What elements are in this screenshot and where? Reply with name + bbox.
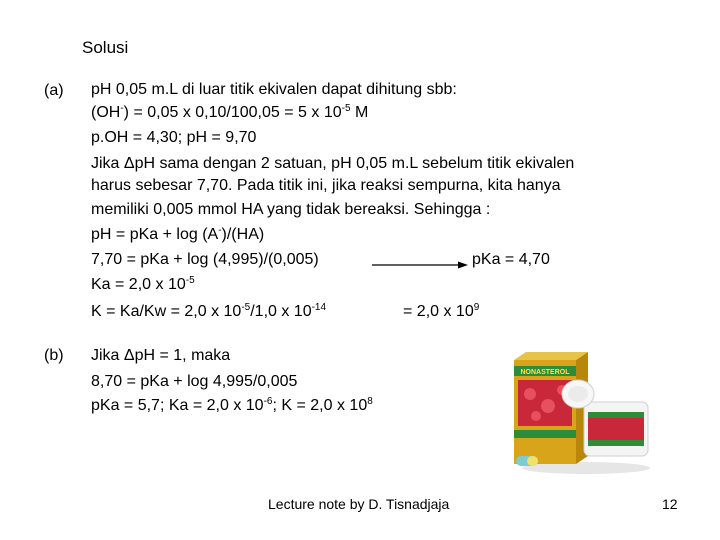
part-b-marker: (b) (44, 347, 64, 364)
part-a-line-4: Jika ΔpH sama dengan 2 satuan, pH 0,05 m.L sebelum titik ekivalen (91, 155, 575, 172)
part-a-line-8-left: 7,70 = pKa + log (4,995)/(0,005) (91, 251, 319, 268)
part-a-line-6: memiliki 0,005 mmol HA yang tidak bereaksi. Sehingga : (91, 201, 491, 218)
product-box-label: NONASTEROL (520, 369, 570, 376)
part-b-line-2: 8,70 = pKa + log 4,995/0,005 (91, 373, 298, 390)
page-number: 12 (662, 496, 678, 512)
slide-heading: Solusi (82, 38, 129, 57)
part-a-line-5: harus sebesar 7,70. Pada titik ini, jika reaksi sempurna, kita hanya (91, 177, 561, 194)
part-a-line-8-right: pKa = 4,70 (472, 251, 550, 268)
part-a-line-3: p.OH = 4,30; pH = 9,70 (91, 129, 257, 146)
right-arrow-icon (372, 260, 468, 270)
footer-credit: Lecture note by D. Tisnadjaja (268, 496, 450, 512)
part-b-line-3: pKa = 5,7; Ka = 2,0 x $10^{-6}$; K = 2,0 x $10^8$ (91, 396, 373, 414)
part-b-line-1: Jika ΔpH = 1, maka (91, 347, 231, 364)
part-a-line-7: pH = pKa + log (A-)/(HA) (91, 225, 265, 243)
supplement-product-image (508, 350, 658, 475)
part-a-line-9: Ka = 2,0 x $10^{-5}$ (91, 275, 195, 293)
part-a-line-10-right: = 2,0 x $10^9$ (403, 302, 480, 320)
part-a-line-10-left: K = Ka/Kw = 2,0 x $10^{-5}/1,0$ x $10^{-14}$ (91, 302, 327, 320)
part-a-line-2: (OH-) = 0,05 x 0,10/100,05 = 5 x $10^{-5}$ M (91, 103, 369, 121)
part-a-marker: (a) (44, 82, 64, 99)
part-a-line-1: pH 0,05 m.L di luar titik ekivalen dapat dihitung sbb: (91, 81, 457, 98)
